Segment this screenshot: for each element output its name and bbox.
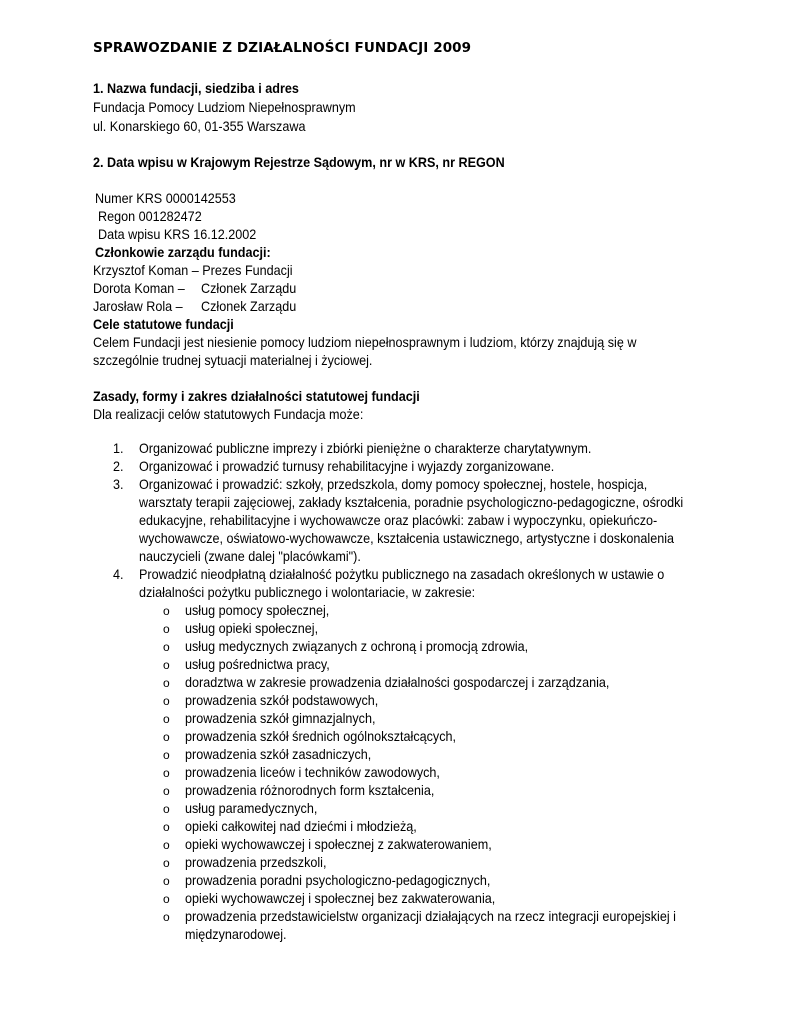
board-member-2-name: Dorota Koman – <box>93 280 185 296</box>
bullet-marker: o <box>163 802 170 816</box>
list-item-3-line4: wychowawcze, oświatowo-wychowawcze, kształcenia ustawicznego, artystyczne i doskonalenia <box>139 530 675 546</box>
regon-number: Regon 001282472 <box>98 208 202 224</box>
foundation-name: Fundacja Pomocy Ludziom Niepełnosprawnym <box>93 99 356 115</box>
list-number: 2. <box>113 458 124 474</box>
bullet-item: doradztwa w zakresie prowadzenia działalności gospodarczej i zarządzania, <box>185 674 610 690</box>
bullet-marker: o <box>163 856 170 870</box>
bullet-item: usług pomocy społecznej, <box>185 602 330 618</box>
bullet-marker: o <box>163 640 170 654</box>
board-member-3-name: Jarosław Rola – <box>93 298 183 314</box>
list-item-4-line1: Prowadzić nieodpłatną działalność pożytku publicznego na zasadach określonych w ustawie o <box>139 566 665 582</box>
section1-heading: 1. Nazwa fundacji, siedziba i adres <box>93 80 299 96</box>
bullet-marker: o <box>163 838 170 852</box>
list-item-3-line3: edukacyjne, rehabilitacyjne i wychowawcze oraz placówki: zabaw i wypoczynku, opiekuńczo- <box>139 512 658 528</box>
bullet-marker: o <box>163 658 170 672</box>
bullet-item: prowadzenia liceów i techników zawodowych, <box>185 764 440 780</box>
bullet-item: prowadzenia przedszkoli, <box>185 854 327 870</box>
list-item-3-line1: Organizować i prowadzić: szkoły, przedszkola, domy pomocy społecznej, hostele, hospicja, <box>139 476 648 492</box>
section2-heading: 2. Data wpisu w Krajowym Rejestrze Sądowym, nr w KRS, nr REGON <box>93 154 505 170</box>
bullet-item: usług medycznych związanych z ochroną i promocją zdrowia, <box>185 638 529 654</box>
goals-text-line1: Celem Fundacji jest niesienie pomocy ludziom niepełnosprawnym i ludziom, którzy znajdują się w <box>93 334 637 350</box>
list-item-4-line2: działalności pożytku publicznego i wolontariacie, w zakresie: <box>139 584 476 600</box>
goals-heading: Cele statutowe fundacji <box>93 316 234 332</box>
bullet-item: prowadzenia szkół zasadniczych, <box>185 746 372 762</box>
bullet-item: opieki całkowitej nad dziećmi i młodzieżą, <box>185 818 417 834</box>
bullet-marker: o <box>163 694 170 708</box>
bullet-marker: o <box>163 766 170 780</box>
bullet-marker: o <box>163 676 170 690</box>
list-item-2-line1: Organizować i prowadzić turnusy rehabilitacyjne i wyjazdy zorganizowane. <box>139 458 555 474</box>
bullet-item: opieki wychowawczej i społecznej bez zakwaterowania, <box>185 890 496 906</box>
bullet-item: prowadzenia szkół średnich ogólnokształcących, <box>185 728 457 744</box>
bullet-item: prowadzenia szkół gimnazjalnych, <box>185 710 376 726</box>
bullet-marker: o <box>163 604 170 618</box>
bullet-marker: o <box>163 820 170 834</box>
bullet-marker: o <box>163 874 170 888</box>
rules-heading: Zasady, formy i zakres działalności statutowej fundacji <box>93 388 420 404</box>
list-item-3-line5: nauczycieli (zwane dalej "placówkami"). <box>139 548 361 564</box>
bullet-item: usług opieki społecznej, <box>185 620 319 636</box>
list-item-3-line2: warsztaty terapii zajęciowej, zakłady kształcenia, poradnie psychologiczno-pedagogiczne, ośrodki <box>139 494 684 510</box>
krs-date: Data wpisu KRS 16.12.2002 <box>98 226 257 242</box>
bullet-item: prowadzenia szkół podstawowych, <box>185 692 379 708</box>
board-member-1: Krzysztof Koman – Prezes Fundacji <box>93 262 293 278</box>
goals-text-line2: szczególnie trudnej sytuacji materialnej i życiowej. <box>93 352 373 368</box>
bullet-item-last-line2: międzynarodowej. <box>185 926 287 942</box>
board-heading: Członkowie zarządu fundacji: <box>95 244 271 260</box>
bullet-marker: o <box>163 712 170 726</box>
document-title: SPRAWOZDANIE Z DZIAŁALNOŚCI FUNDACJI 2009 <box>93 40 472 56</box>
bullet-marker: o <box>163 892 170 906</box>
board-member-3-role: Członek Zarządu <box>201 298 297 314</box>
list-number: 4. <box>113 566 124 582</box>
bullet-marker: o <box>163 622 170 636</box>
bullet-marker: o <box>163 784 170 798</box>
bullet-item: usług paramedycznych, <box>185 800 318 816</box>
bullet-item: opieki wychowawczej i społecznej z zakwaterowaniem, <box>185 836 492 852</box>
foundation-address: ul. Konarskiego 60, 01-355 Warszawa <box>93 118 306 134</box>
rules-intro: Dla realizacji celów statutowych Fundacja może: <box>93 406 364 422</box>
bullet-item: usług pośrednictwa pracy, <box>185 656 330 672</box>
list-number: 1. <box>113 440 124 456</box>
bullet-item-last-line1: prowadzenia przedstawicielstw organizacji działających na rzecz integracji europejskiej i <box>185 908 676 924</box>
bullet-item: prowadzenia różnorodnych form kształcenia, <box>185 782 435 798</box>
bullet-marker: o <box>163 748 170 762</box>
list-item-1-line1: Organizować publiczne imprezy i zbiórki pieniężne o charakterze charytatywnym. <box>139 440 592 456</box>
bullet-item: prowadzenia poradni psychologiczno-pedagogicznych, <box>185 872 491 888</box>
bullet-marker: o <box>163 910 170 924</box>
board-member-2-role: Członek Zarządu <box>201 280 297 296</box>
list-number: 3. <box>113 476 124 492</box>
bullet-marker: o <box>163 730 170 744</box>
krs-number: Numer KRS 0000142553 <box>95 190 236 206</box>
